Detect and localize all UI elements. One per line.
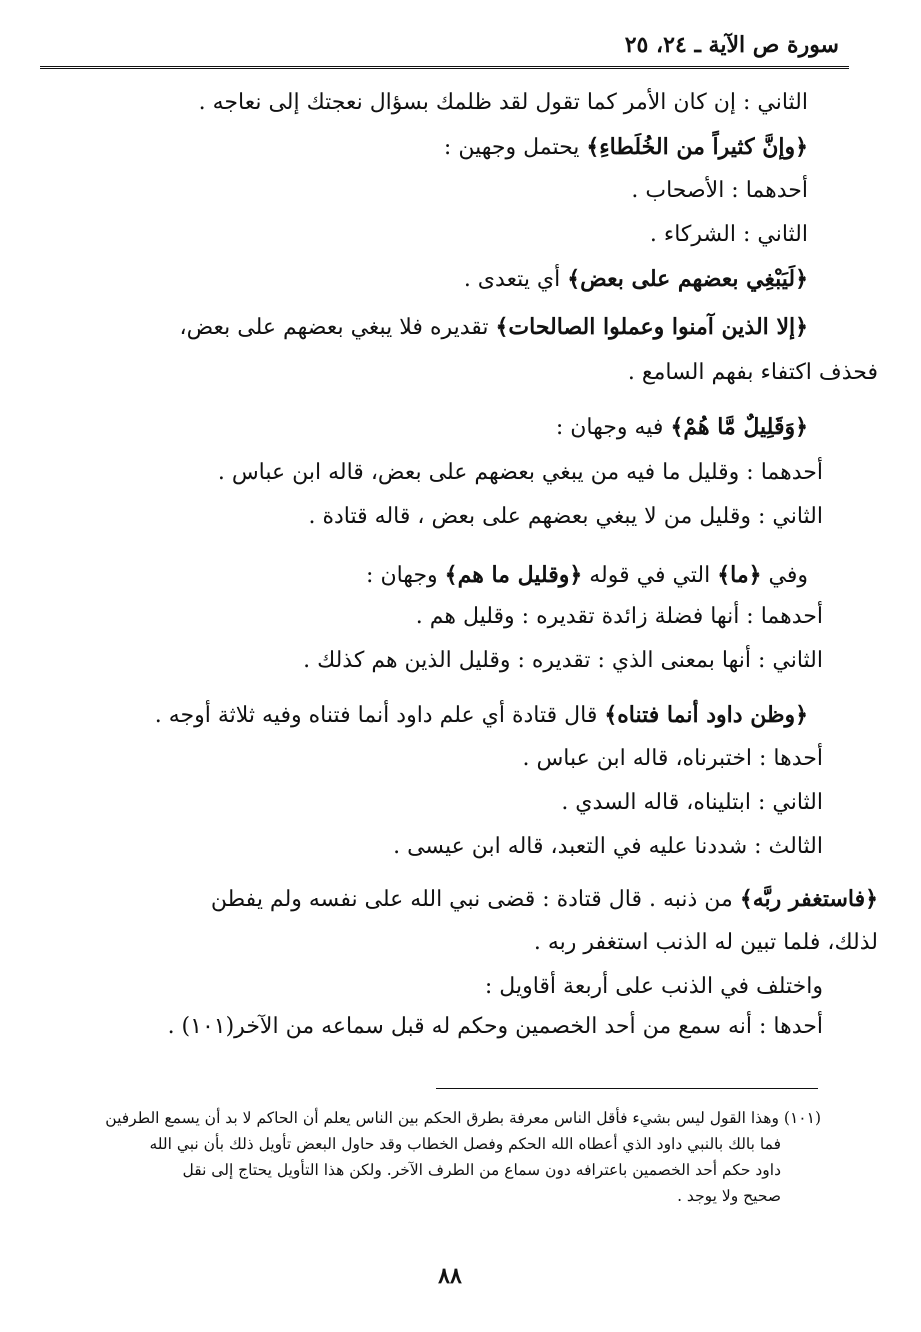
quran-quote: ﴿وإنَّ كثيراً من الخُلَطاءِ﴾ — [586, 134, 808, 160]
body-line — [522, 744, 823, 774]
line-text: الثاني : وقليل من لا يبغي بعضهم على بعض ، قاله قتادة . — [308, 504, 823, 529]
header-divider — [40, 66, 849, 69]
body-line — [444, 132, 808, 163]
body-line — [416, 602, 823, 632]
body-line — [561, 788, 823, 818]
body-line — [366, 560, 808, 591]
quran-quote: ﴿وَقَلِيلٌ مَّا هُمْ﴾ — [670, 414, 808, 440]
line-text: الثاني : أنها بمعنى الذي : تقديره : وقليل الذين هم كذلك . — [303, 648, 823, 673]
quran-quote: ﴿إلا الذين آمنوا وعملوا الصالحات﴾ — [495, 314, 808, 340]
quran-quote: ﴿وقليل ما هم﴾ — [444, 562, 583, 588]
quran-quote: ﴿لَيَبْغِي بعضهم على بعض﴾ — [567, 266, 808, 292]
footnote-line: داود حكم أحد الخصمين باعترافه دون سماع من الطرف الآخر. ولكن هذا التأويل يحتاج إلى نقل — [182, 1161, 781, 1179]
page-number: ٨٨ — [438, 1263, 462, 1289]
footnote-line: فما بالك بالنبي داود الذي أعطاه الله الحكم وفصل الخطاب وقد حاول البعض تأويل ذلك بأن نبي الله — [149, 1135, 781, 1153]
line-text: الثاني : الشركاء . — [649, 222, 808, 247]
body-line — [168, 1012, 823, 1042]
line-text: واختلف في الذنب على أربعة أقاويل : — [484, 974, 823, 999]
line-text: لذلك، فلما تبين له الذنب استغفر ربه . — [533, 930, 878, 955]
body-line — [650, 220, 808, 250]
footnote-line: صحيح ولا يوجد . — [677, 1187, 781, 1205]
line-text: التي في قوله — [582, 563, 718, 588]
quran-quote: ﴿وظن داود أنما فتناه﴾ — [604, 702, 808, 728]
line-text: أحدهما : وقليل ما فيه من يبغي بعضهم على بعض، قاله ابن عباس . — [217, 460, 823, 485]
line-text: يحتمل وجهين : — [443, 135, 587, 160]
running-header: سورة ص الآية ـ ٢٤، ٢٥ — [624, 32, 839, 58]
body-line — [631, 176, 808, 206]
line-text: من ذنبه . قال قتادة : قضى نبي الله على نفسه ولم يفطن — [210, 887, 740, 912]
line-text: الثالث : شددنا عليه في التعبد، قاله ابن عيسى . — [393, 834, 823, 859]
body-line — [393, 832, 823, 862]
line-text: أحدها : اختبرناه، قاله ابن عباس . — [522, 746, 823, 771]
line-text: فيه وجهان : — [555, 415, 671, 440]
line-text: تقديره فلا يبغي بعضهم على بعض، — [179, 315, 496, 340]
body-line — [309, 502, 824, 532]
line-text: أحدهما : الأصحاب . — [631, 178, 808, 203]
line-text: قال قتادة أي علم داود أنما فتناه وفيه ثلاثة أوجه . — [154, 703, 605, 728]
line-text: وفي — [761, 563, 808, 588]
line-text: الثاني : إن كان الأمر كما تقول لقد ظلمك بسؤال نعجتك إلى نعاجه . — [198, 90, 808, 115]
line-text: أحدهما : أنها فضلة زائدة تقديره : وقليل هم . — [415, 604, 823, 629]
line-text: فحذف اكتفاء بفهم السامع . — [627, 360, 878, 385]
body-line — [303, 646, 823, 676]
line-text: أي يتعدى . — [463, 267, 568, 292]
body-line — [199, 88, 808, 118]
line-text: أحدها : أنه سمع من أحد الخصمين وحكم له قبل سماعه من الآخر(١٠١) . — [167, 1014, 823, 1039]
body-line — [485, 972, 823, 1002]
body-line — [155, 700, 808, 731]
line-text: وجهان : — [366, 563, 445, 588]
quran-quote: ﴿ما﴾ — [717, 562, 762, 588]
body-line — [556, 412, 808, 443]
body-line — [211, 884, 878, 915]
body-line — [628, 358, 878, 388]
line-text: الثاني : ابتليناه، قاله السدي . — [561, 790, 823, 815]
footnote-divider — [436, 1088, 818, 1089]
body-line — [179, 312, 808, 343]
body-line — [218, 458, 823, 488]
body-line — [534, 928, 878, 958]
quran-quote: ﴿فاستغفر ربَّه﴾ — [739, 886, 878, 912]
body-line — [464, 264, 808, 295]
footnote-line: (١٠١) وهذا القول ليس بشيء فأقل الناس معرفة بطرق الحكم بين الناس يعلم أن الحاكم لا بد أن يسمع الطرفين — [105, 1109, 821, 1127]
